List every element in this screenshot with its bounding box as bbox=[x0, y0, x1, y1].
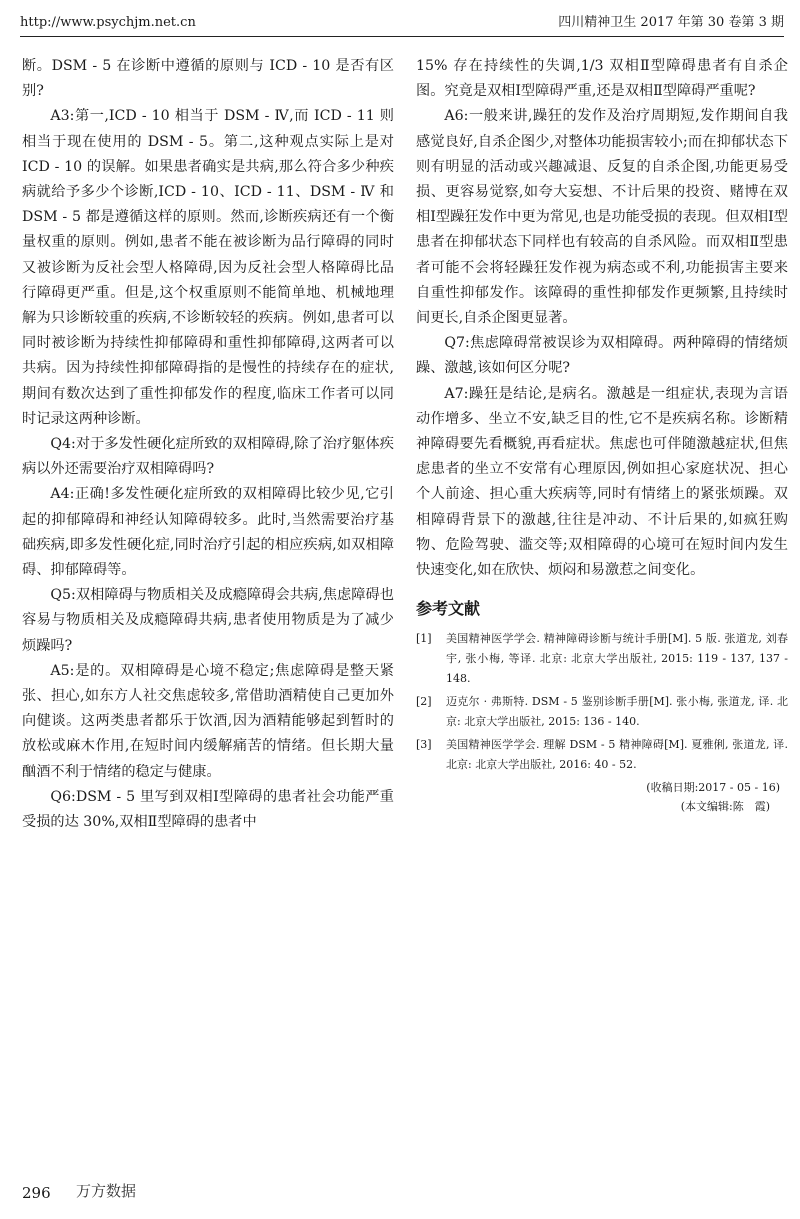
page-number: 296 bbox=[22, 1184, 51, 1202]
answer-a7: A7:躁狂是结论,是病名。激越是一组症状,表现为言语动作增多、坐立不安,缺乏目的性,它不是疾病名称。诊断精神障碍要先看概貌,再看症状。焦虑也可伴随激越症状,但焦虑患者的坐立不安常有心理原因,例如担心家庭状况、担心个人前途、担心重大疾病等,同时有情绪上的紧张烦躁。双相障碍背景下的激越,往往是冲动、不计后果的,如疯狂购物、危险驾驶、滥交等;双相障碍的心境可在短时间内发生快速变化,如在欣快、烦闷和易激惹之间变化。 bbox=[416, 385, 788, 579]
received-date: (收稿日期:2017 - 05 - 16) bbox=[646, 781, 780, 795]
editor-credit: (本文编辑:陈 霞) bbox=[680, 800, 770, 814]
reference-item bbox=[416, 692, 788, 732]
reference-item bbox=[416, 629, 788, 689]
question-q6: Q6:DSM - 5 里写到双相Ⅰ型障碍的患者社会功能严重受损的达 30%,双相Ⅱ型障碍的患者中 bbox=[22, 788, 394, 831]
journal-issue: 四川精神卫生 2017 年第 30 卷第 3 期 bbox=[558, 15, 784, 30]
answer-a5: A5:是的。双相障碍是心境不稳定;焦虑障碍是整天紧张、担心,如东方人社交焦虑较多,常借助酒精使自己更加外向健谈。这两类患者都乐于饮酒,因为酒精能够起到暂时的放松或麻木作用,在短时间内缓解痛苦的情绪。但长期大量酗酒不利于情绪的稳定与健康。 bbox=[22, 662, 394, 780]
question-q7: Q7:焦虑障碍常被误诊为双相障碍。两种障碍的情绪烦躁、激越,该如何区分呢? bbox=[416, 335, 788, 377]
reference-number: [3] bbox=[416, 738, 432, 752]
left-column bbox=[22, 54, 394, 835]
answer-a6: A6:一般来讲,躁狂的发作及治疗周期短,发作期间自我感觉良好,自杀企图少,对整体功能损害较小;而在抑郁状态下则有明显的活动或兴趣减退、反复的自杀企图,功能更易受损、更容易觉察,如夸大妄想、不计后果的投资、赌博在双相Ⅰ型躁狂发作中更为常见,也是功能受损的表现。但双相Ⅰ型患者在抑郁状态下同样也有较高的自杀风险。而双相Ⅱ型患者可能不会将轻躁狂发作视为病态或不利,功能损害主要来自重性抑郁发作。该障碍的重性抑郁发作更频繁,且持续时间更长,自杀企图更显著。 bbox=[416, 108, 788, 327]
references-heading: 参考文献 bbox=[416, 599, 481, 619]
journal-url: http://www.psychjm.net.cn bbox=[20, 15, 196, 30]
answer-a4: A4:正确!多发性硬化症所致的双相障碍比较少见,它引起的抑郁障碍和神经认知障碍较多。此时,当然需要治疗基础疾病,即多发性硬化症,同时治疗引起的相应疾病,如双相障碍、抑郁障碍等。 bbox=[22, 486, 394, 579]
question-q6-continuation: 15% 存在持续性的失调,1/3 双相Ⅱ型障碍患者有自杀企图。究竟是双相Ⅰ型障碍严重,还是双相Ⅱ型障碍严重呢? bbox=[416, 58, 788, 100]
reference-number: [2] bbox=[416, 695, 432, 709]
reference-item bbox=[416, 735, 788, 775]
watermark-text: 万方数据 bbox=[76, 1182, 137, 1200]
question-q5: Q5:双相障碍与物质相关及成瘾障碍会共病,焦虑障碍也容易与物质相关及成瘾障碍共病,患者使用物质是为了减少烦躁吗? bbox=[22, 587, 394, 654]
running-header bbox=[20, 10, 784, 37]
reference-text: 美国精神医学学会. 理解 DSM - 5 精神障碍[M]. 夏雅俐, 张道龙, 译. 北京: 北京大学出版社, 2016: 40 - 52. bbox=[446, 738, 788, 772]
reference-number: [1] bbox=[416, 632, 432, 646]
reference-text: 美国精神医学学会. 精神障碍诊断与统计手册[M]. 5 版. 张道龙, 刘春宇, 张小梅, 等译. 北京: 北京大学出版社, 2015: 119 - 137, 137 - 148. bbox=[446, 632, 788, 686]
question-q4: Q4:对于多发性硬化症所致的双相障碍,除了治疗躯体疾病以外还需要治疗双相障碍吗? bbox=[22, 436, 394, 478]
answer-a3: A3:第一,ICD - 10 相当于 DSM - Ⅳ,而 ICD - 11 则相当于现在使用的 DSM - 5。第二,这种观点实际上是对 ICD - 10 的误解。如果患者确实是共病,那么符合多少种疾病就给予多少个诊断,ICD - 10、ICD - 11、DSM - Ⅳ 和 DSM - 5 都是遵循这样的原则。然而,诊断疾病还有一个衡量权重的原则。例如,患者不能在被诊断为品行障碍的同时又被诊断为反社会型人格障碍,因为反社会型人格障碍比品行障碍更严重。但是,这个权重原则不能简单地、机械地理解为只诊断较重的疾病,不诊断较轻的疾病。例如,患者可以同时被诊断为持续性抑郁障碍和重性抑郁障碍,这两者可以共病。因为持续性抑郁障碍指的是慢性的持续存在的症状,期间有数次达到了重性抑郁发作的程度,临床工作者可以同时记录这两种诊断。 bbox=[22, 108, 394, 427]
reference-text: 迈克尔 · 弗斯特. DSM - 5 鉴别诊断手册[M]. 张小梅, 张道龙, 译. 北京: 北京大学出版社, 2015: 136 - 140. bbox=[446, 695, 788, 729]
right-column bbox=[416, 54, 788, 816]
paragraph-continuation: 断。DSM - 5 在诊断中遵循的原则与 ICD - 10 是否有区别? bbox=[22, 58, 394, 100]
